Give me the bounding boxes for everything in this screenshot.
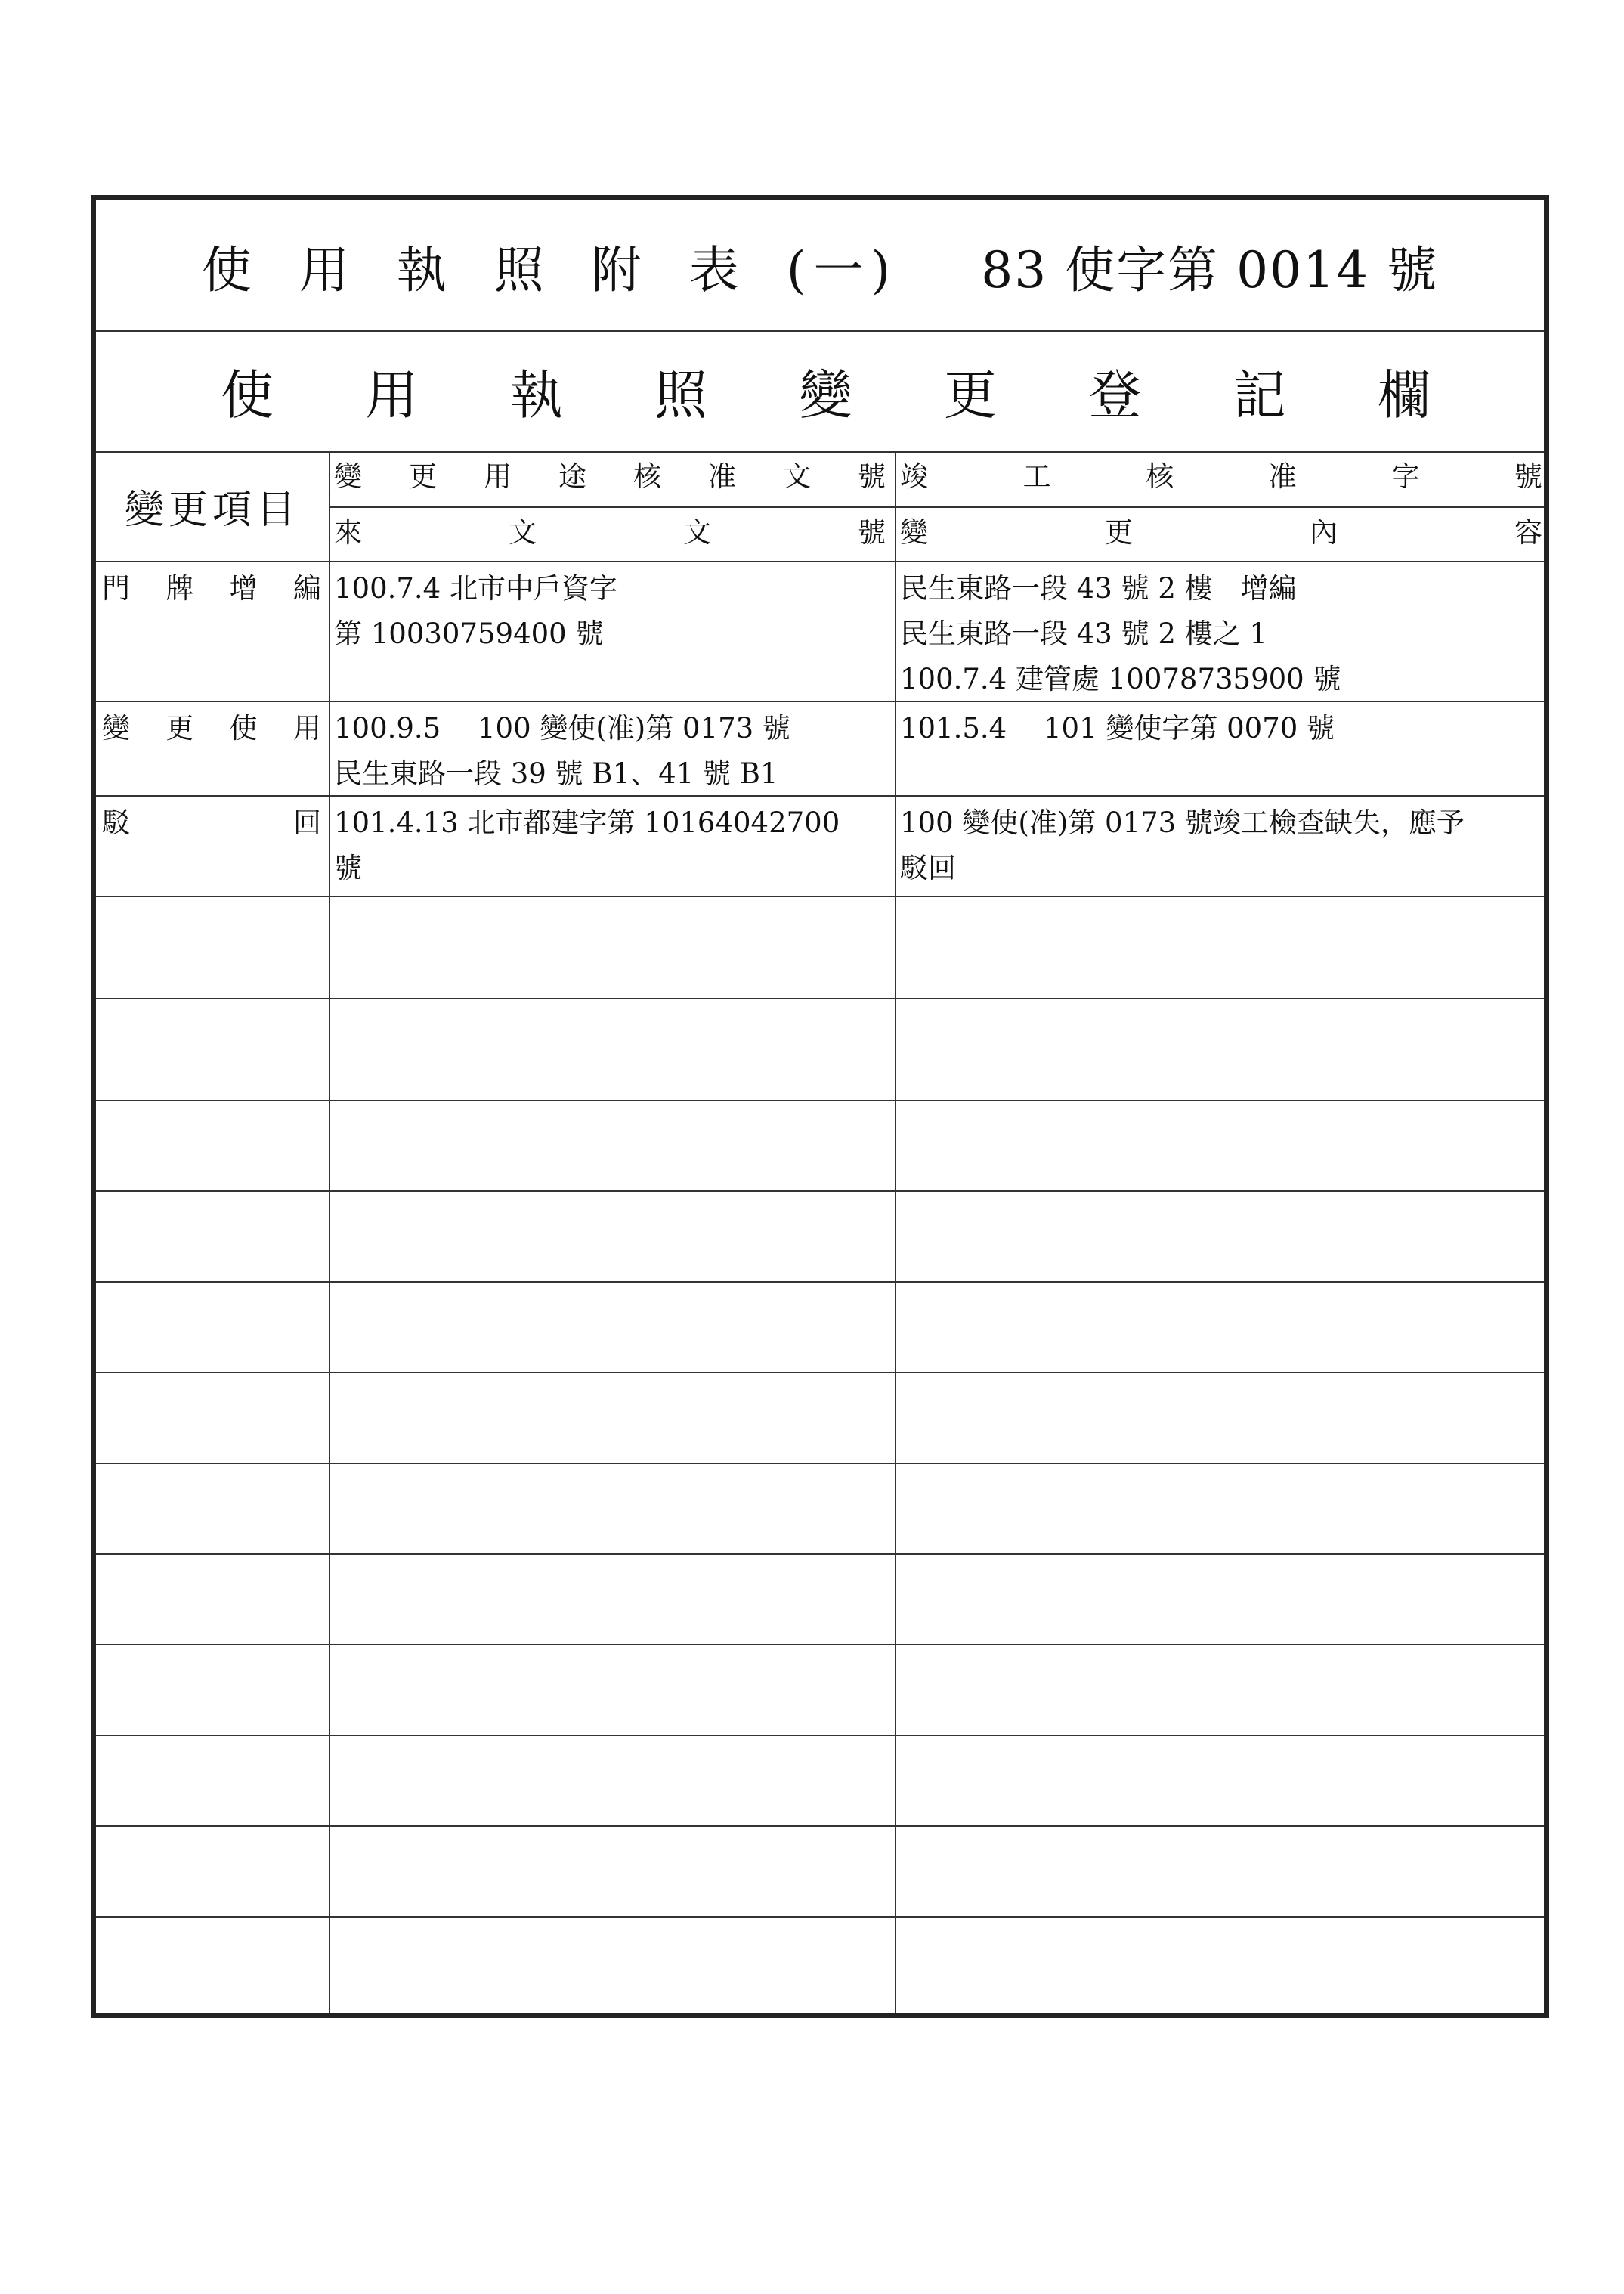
heading-char: 用 <box>365 364 419 426</box>
row-divider <box>96 795 1544 797</box>
column-header-approval-number: 變 更 用 途 核 准 文 號 <box>334 460 886 493</box>
row-divider <box>96 561 1544 562</box>
row-divider <box>96 1916 1544 1918</box>
table-title: 使 用 執 照 附 表 (一) <box>201 240 899 299</box>
column-divider <box>895 451 896 2013</box>
record-grid <box>96 451 1544 2013</box>
row-approval-number: 100.7.4 北市中戶資字 第 10030759400 號 <box>334 572 617 650</box>
row-divider <box>96 896 1544 897</box>
column-header-incoming-number: 來 文 文 號 <box>334 516 886 549</box>
column-header-item: 變更項目 <box>124 488 300 533</box>
row-divider <box>96 1553 1544 1555</box>
row-divider <box>96 1644 1544 1645</box>
section-heading <box>96 353 1544 429</box>
heading-char: 變 <box>799 364 852 426</box>
title-row <box>96 200 1544 332</box>
row-divider <box>96 1100 1544 1101</box>
row-divider <box>96 1825 1544 1827</box>
heading-char: 照 <box>654 364 708 426</box>
heading-char: 記 <box>1233 364 1286 426</box>
row-item-label: 門 牌 增 編 <box>102 572 321 605</box>
column-divider <box>329 451 330 2013</box>
heading-char: 登 <box>1088 364 1142 426</box>
row-divider <box>96 701 1544 702</box>
heading-row <box>96 330 1544 453</box>
row-item-label: 駁 回 <box>102 806 321 839</box>
row-change-content: 100 變使(准)第 0173 號竣工檢查缺失，應予 駁回 <box>900 806 1465 884</box>
row-approval-number: 101.4.13 北市都建字第 10164042700 號 <box>334 806 840 884</box>
heading-char: 執 <box>509 364 563 426</box>
row-divider <box>96 1735 1544 1736</box>
heading-char: 更 <box>943 364 997 426</box>
license-table <box>91 195 1549 2018</box>
row-item-label: 變 更 使 用 <box>102 712 321 745</box>
heading-char: 欄 <box>1378 364 1431 426</box>
row-divider <box>96 1281 1544 1283</box>
row-approval-number: 100.9.5 100 變使(准)第 0173 號 民生東路一段 39 號 B1、41 號 B1 <box>334 712 790 790</box>
column-header-change-content: 變 更 內 容 <box>900 516 1542 549</box>
row-divider <box>96 1372 1544 1373</box>
license-number: 83 使字第 0014 號 <box>981 240 1439 299</box>
column-header-completion-number: 竣 工 核 准 字 號 <box>900 460 1542 493</box>
row-divider <box>329 506 1544 508</box>
row-change-content: 民生東路一段 43 號 2 樓 增編 民生東路一段 43 號 2 樓之 1 100.7.4 建管處 10078735900 號 <box>900 572 1341 695</box>
row-change-content: 101.5.4 101 變使字第 0070 號 <box>900 712 1335 745</box>
row-divider <box>96 998 1544 999</box>
row-divider <box>96 1463 1544 1464</box>
row-divider <box>96 1190 1544 1192</box>
heading-char: 使 <box>221 364 274 426</box>
